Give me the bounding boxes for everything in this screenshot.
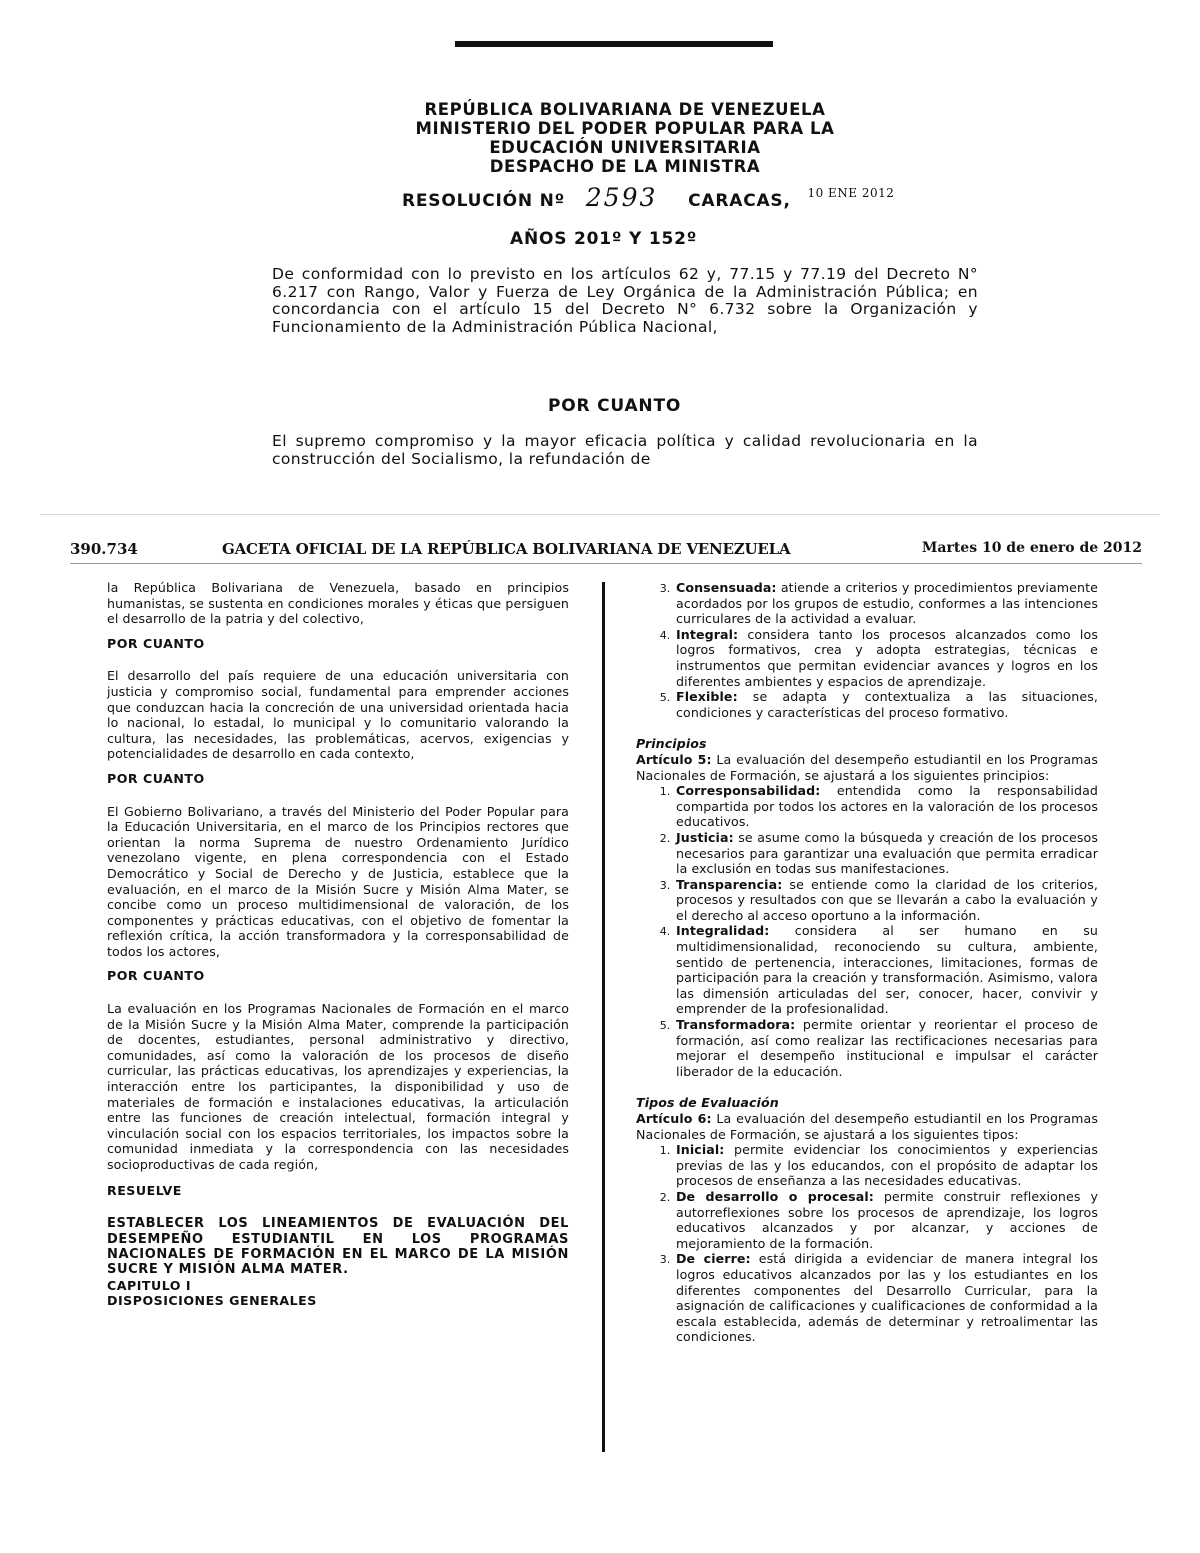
item-text: permite construir reflexiones y autorreflexiones sobre los procesos de aprendizaje, los logros educativos alcanzados y por alcanzar, y acciones de mejoramiento de la formación. bbox=[676, 1188, 1098, 1251]
item-term: Justicia: bbox=[676, 829, 734, 845]
section-heading: POR CUANTO bbox=[107, 635, 205, 651]
column-divider bbox=[602, 582, 605, 1452]
list-item bbox=[674, 923, 1098, 1017]
list-item bbox=[674, 580, 1098, 627]
item-term: De desarrollo o procesal: bbox=[676, 1188, 874, 1204]
item-term: Transformadora: bbox=[676, 1017, 796, 1033]
item-text: permite evidenciar los conocimientos y experiencias previas de las y los educandos, con el propósito de adaptar los procesos de enseñanza a las necesidades educativas. bbox=[676, 1142, 1098, 1189]
header-line: REPÚBLICA BOLIVARIANA DE VENEZUELA bbox=[424, 100, 826, 119]
characteristics-list bbox=[636, 580, 1098, 720]
item-term: Consensuada: bbox=[676, 580, 777, 595]
item-text: se asume como la búsqueda y creación de los procesos necesarios para garantizar una evaluación que permita erradicar la exclusión en todas sus manifestaciones. bbox=[676, 829, 1098, 877]
resolution-number: 2593 bbox=[585, 183, 658, 212]
date-stamp: 10 ENE 2012 bbox=[807, 186, 895, 200]
header-line: EDUCACIÓN UNIVERSITARIA bbox=[489, 138, 761, 157]
list-item bbox=[674, 830, 1098, 877]
resuelve-heading: RESUELVE bbox=[107, 1182, 182, 1198]
item-text: entendida como la responsabilidad compartida por todos los actores en la valoración de los procesos educativos. bbox=[676, 783, 1098, 830]
item-text: está dirigida a evidenciar de manera integral los logros educativos alcanzados por las y los estudiantes en los diferentes componentes del Desarrollo Curricular, para la asignación de calificaciones y cualificaciones de conformidad a la escala establecida, además de determinar y retroalimentar las condiciones. bbox=[676, 1251, 1099, 1345]
paragraph: El Gobierno Bolivariano, a través del Ministerio del Poder Popular para la Educación Universitaria, en el marco de los Principios rectores que orientan la norma Suprema de nuestro Ordenamiento Jurídico venezolano vigente, en plena correspondencia con el Estado Democrático y Social de Derecho y de Justicia, establece que la evaluación, en el marco de la Misión Sucre y Misión Alma Mater, se concibe como un proceso multidimensional de valoración, de los componentes y prácticas educativas, con el objetivo de fomentar la reflexión crítica, la acción transformadora y la corresponsabilidad de todos los actores, bbox=[107, 803, 569, 959]
list-item bbox=[674, 877, 1098, 924]
gazette-number: 390.734 bbox=[70, 540, 138, 558]
section-heading: POR CUANTO bbox=[107, 968, 205, 984]
item-term: Corresponsabilidad: bbox=[676, 783, 821, 799]
paragraph: El desarrollo del país requiere de una educación universitaria con justicia y compromiso social, fundamental para emprender acciones que conduzcan hacia la concreción de una universidad orientada hacia lo nacional, lo estadal, lo municipal y lo comunitario valorando la cultura, las necesidades, las problemáticas, acervos, exigencias y potencialidades de desarrollo en cada contexto, bbox=[107, 668, 569, 762]
item-text: atiende a criterios y procedimientos previamente acordados por los grupos de estudio, conformes a las intenciones curriculares de la actividad a evaluar. bbox=[676, 580, 1098, 627]
item-text: se adapta y contextualiza a las situaciones, condiciones y características del proceso formativo. bbox=[676, 689, 1098, 720]
document-header bbox=[300, 100, 950, 176]
article-5 bbox=[636, 752, 1098, 783]
list-item bbox=[674, 1017, 1098, 1079]
article-text: La evaluación del desempeño estudiantil en los Programas Nacionales de Formación, se ajustará a los siguientes tipos: bbox=[636, 1111, 1098, 1142]
page-divider bbox=[40, 514, 1160, 515]
chapter-subtitle: DISPOSICIONES GENERALES bbox=[107, 1293, 317, 1309]
paragraph: la República Bolivariana de Venezuela, basado en principios humanistas, se sustenta en condiciones morales y éticas que persiguen el desarrollo de la patria y del colectivo, bbox=[107, 580, 569, 627]
item-text: considera tanto los procesos alcanzados como los logros formativos, crea y adopta estrategias, técnicas e instrumentos que permitan evidenciar avances y logros en los diferentes ambientes y espacios de aprendizaje. bbox=[676, 626, 1098, 689]
section-heading: POR CUANTO bbox=[107, 770, 205, 786]
evaluation-types-list bbox=[636, 1142, 1098, 1345]
gazette-date: Martes 10 de enero de 2012 bbox=[921, 540, 1142, 556]
article-label: Artículo 6: bbox=[636, 1111, 712, 1126]
tipos-title: Tipos de Evaluación bbox=[636, 1095, 779, 1111]
caracas-label: CARACAS, bbox=[688, 191, 791, 211]
gazette-title: GACETA OFICIAL DE LA REPÚBLICA BOLIVARIANA DE VENEZUELA bbox=[222, 540, 791, 558]
list-item bbox=[674, 1251, 1098, 1345]
list-item bbox=[674, 1142, 1098, 1189]
item-term: Integralidad: bbox=[676, 923, 770, 939]
article-label: Artículo 5: bbox=[636, 751, 712, 767]
item-term: De cierre: bbox=[676, 1251, 751, 1267]
gazette-rule bbox=[70, 563, 1142, 564]
list-item bbox=[674, 1189, 1098, 1251]
resolution-statement: ESTABLECER LOS LINEAMIENTOS DE EVALUACIÓN DEL DESEMPEÑO ESTUDIANTIL EN LOS PROGRAMAS NACIONALES DE FORMACIÓN EN EL MARCO DE LA MISIÓN SUCRE Y MISIÓN ALMA MATER. bbox=[107, 1216, 569, 1278]
item-term: Flexible: bbox=[676, 689, 738, 705]
principios-title: Principios bbox=[636, 736, 707, 752]
intro-paragraph: De conformidad con lo previsto en los artículos 62 y, 77.15 y 77.19 del Decreto N° 6.217 con Rango, Valor y Fuerza de Ley Orgánica de la Administración Pública; en concordancia con el artículo 15 del Decreto N° 6.732 sobre la Organización y Funcionamiento de la Administración Pública Nacional, bbox=[272, 265, 978, 336]
item-term: Inicial: bbox=[676, 1142, 725, 1158]
right-column bbox=[636, 580, 1098, 1345]
top-rule bbox=[455, 41, 773, 47]
gazette-header bbox=[70, 540, 1142, 562]
header-line: MINISTERIO DEL PODER POPULAR PARA LA bbox=[415, 119, 835, 138]
intro-paragraph-2: El supremo compromiso y la mayor eficacia política y calidad revolucionaria en la construcción del Socialismo, la refundación de bbox=[272, 432, 978, 468]
article-text: La evaluación del desempeño estudiantil en los Programas Nacionales de Formación, se ajustará a los siguientes principios: bbox=[636, 751, 1098, 783]
paragraph: La evaluación en los Programas Nacionales de Formación en el marco de la Misión Sucre y la Misión Alma Mater, comprende la participación de docentes, estudiantes, personal administrativo y directivo, comunidades, así como la valoración de los procesos de diseño curricular, las prácticas educativas, los aprendizajes y experiencias, la interacción entre los participantes, la disponibilidad y uso de materiales de formación e instalaciones educativas, la articulación entre las funciones de creación intelectual, formación integral y vinculación social con los espacios territoriales, los impactos sobre la comunidad inmediata y la correspondencia con las necesidades socioproductivas de cada región, bbox=[107, 1001, 569, 1172]
resolution-label: RESOLUCIÓN Nº bbox=[402, 191, 566, 211]
years-line: AÑOS 201º Y 152º bbox=[510, 229, 698, 249]
list-item bbox=[674, 627, 1098, 689]
header-line: DESPACHO DE LA MINISTRA bbox=[489, 157, 761, 176]
item-text: permite orientar y reorientar el proceso de formación, así como realizar las rectificaciones necesarias para mejorar el desempeño institucional e impulsar el carácter liberador de la educación. bbox=[676, 1017, 1098, 1079]
chapter-title: CAPITULO I bbox=[107, 1277, 192, 1293]
article-6 bbox=[636, 1111, 1098, 1142]
principles-list bbox=[636, 783, 1098, 1079]
left-column bbox=[107, 580, 569, 1309]
list-item bbox=[674, 689, 1098, 720]
item-term: Transparencia: bbox=[676, 876, 783, 892]
item-text: se entiende como la claridad de los criterios, procesos y resultados con que se llevarán a cabo la evaluación y el derecho al acceso oportuno a la información. bbox=[676, 876, 1098, 923]
list-item bbox=[674, 783, 1098, 830]
resolution-line bbox=[402, 183, 894, 212]
item-text: considera al ser humano en su multidimensionalidad, reconociendo su cultura, ambiente, sentido de pertenencia, interacciones, limitaciones, formas de participación para la creación y transformación. Asimismo, valora las dimensión articuladas del ser, conocer, hacer, convivir y emprender de la profesionalidad. bbox=[676, 923, 1098, 1017]
item-term: Integral: bbox=[676, 626, 739, 642]
section-heading: POR CUANTO bbox=[548, 396, 682, 416]
